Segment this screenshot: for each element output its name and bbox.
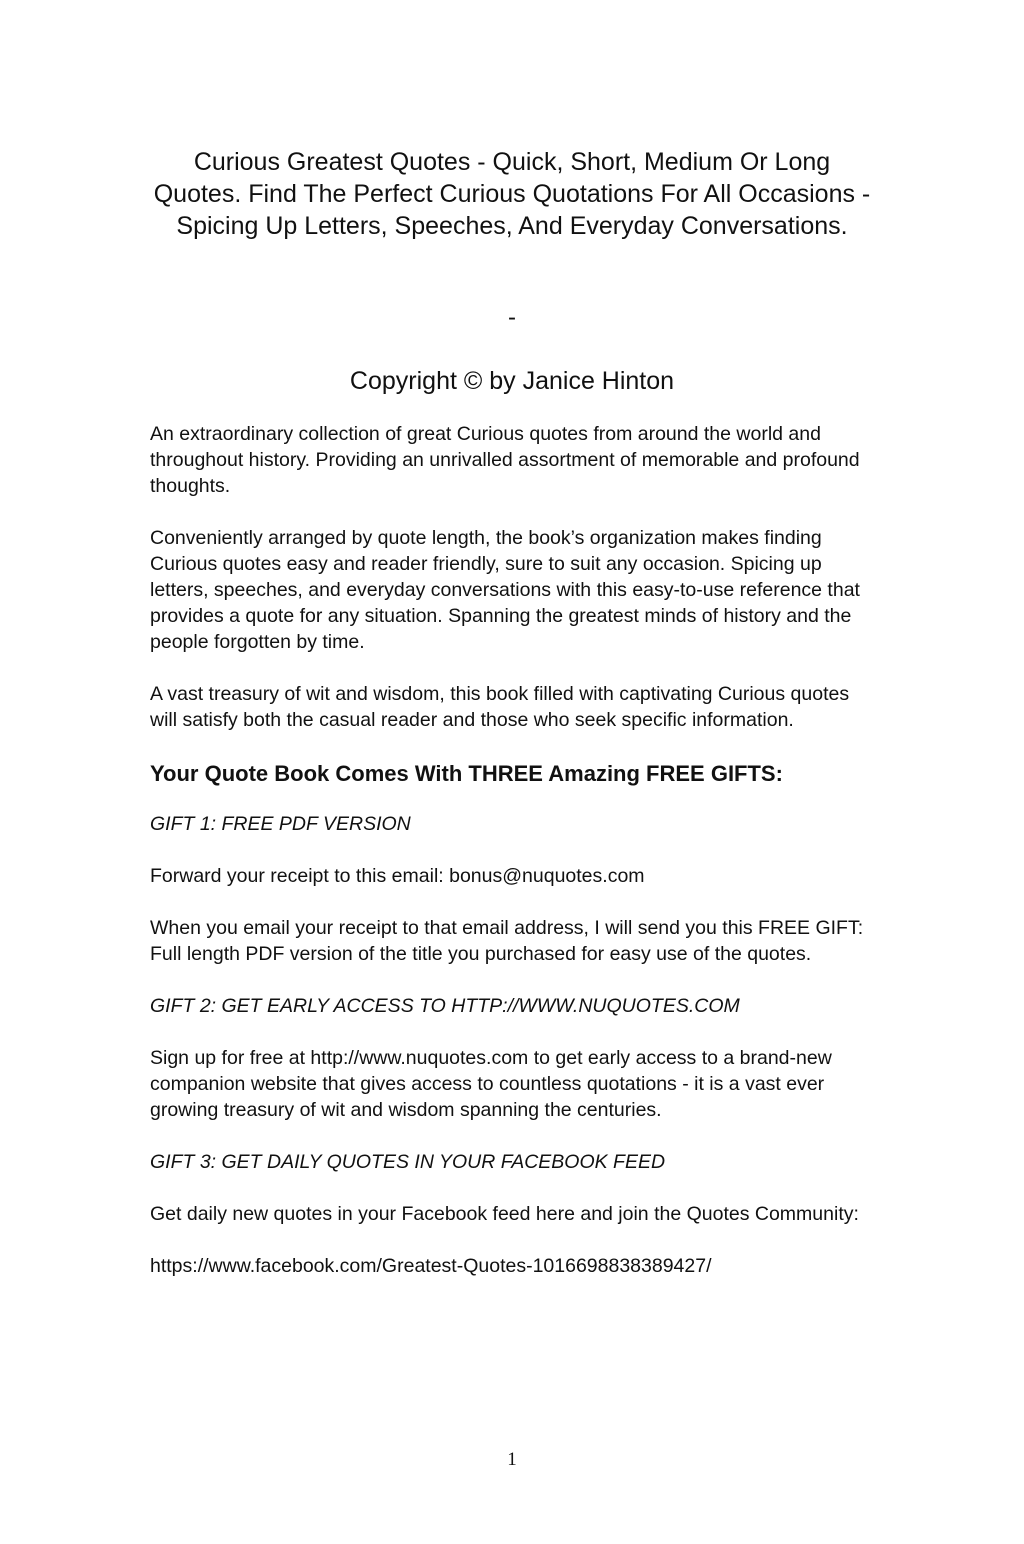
intro-paragraph-1: An extraordinary collection of great Curious quotes from around the world and throughout history. Providing an unrivalled assortment of memorable and profound thoughts. bbox=[150, 423, 860, 497]
gift1-email-line[interactable]: Forward your receipt to this email: bonus@nuquotes.com bbox=[150, 865, 645, 887]
facebook-link[interactable]: https://www.facebook.com/Greatest-Quotes-1016698838389427/ bbox=[150, 1255, 712, 1277]
gifts-heading: Your Quote Book Comes With THREE Amazing FREE GIFTS: bbox=[150, 761, 783, 786]
gift1-heading: GIFT 1: FREE PDF VERSION bbox=[150, 813, 411, 835]
page-number: 1 bbox=[507, 1449, 517, 1470]
intro-paragraph-3: A vast treasury of wit and wisdom, this book filled with captivating Curious quotes will satisfy both the casual reader and those who seek specific information. bbox=[150, 683, 850, 731]
intro-paragraph-2: Conveniently arranged by quote length, the book’s organization makes finding Curious quotes easy and reader friendly, sure to suit any occasion. Spicing up letters, speeches, and everyday conversations with this easy-to-use reference that provides a quote for any situation. Spanning the greatest minds of history and the people forgotten by time. bbox=[150, 527, 860, 653]
title-separator: - bbox=[508, 304, 516, 331]
gift2-heading: GIFT 2: GET EARLY ACCESS TO HTTP://WWW.NUQUOTES.COM bbox=[150, 995, 740, 1017]
gift3-detail: Get daily new quotes in your Facebook feed here and join the Quotes Community: bbox=[150, 1203, 859, 1225]
gift3-heading: GIFT 3: GET DAILY QUOTES IN YOUR FACEBOOK FEED bbox=[150, 1151, 666, 1173]
book-title: Curious Greatest Quotes - Quick, Short, Medium Or Long Quotes. Find The Perfect Curious Quotations For All Occasions - Spicing Up Letters, Speeches, And Everyday Conversations. bbox=[153, 148, 871, 240]
document-body bbox=[150, 421, 874, 1305]
gift2-detail: Sign up for free at http://www.nuquotes.com to get early access to a brand-new companion website that gives access to countless quotations - it is a vast ever growing treasury of wit and wisdom spanning the centuries. bbox=[150, 1047, 832, 1121]
gift1-detail: When you email your receipt to that email address, I will send you this FREE GIFT: Full length PDF version of the title you purchased for easy use of the quotes. bbox=[150, 917, 864, 965]
copyright-line: Copyright © by Janice Hinton bbox=[349, 367, 675, 395]
